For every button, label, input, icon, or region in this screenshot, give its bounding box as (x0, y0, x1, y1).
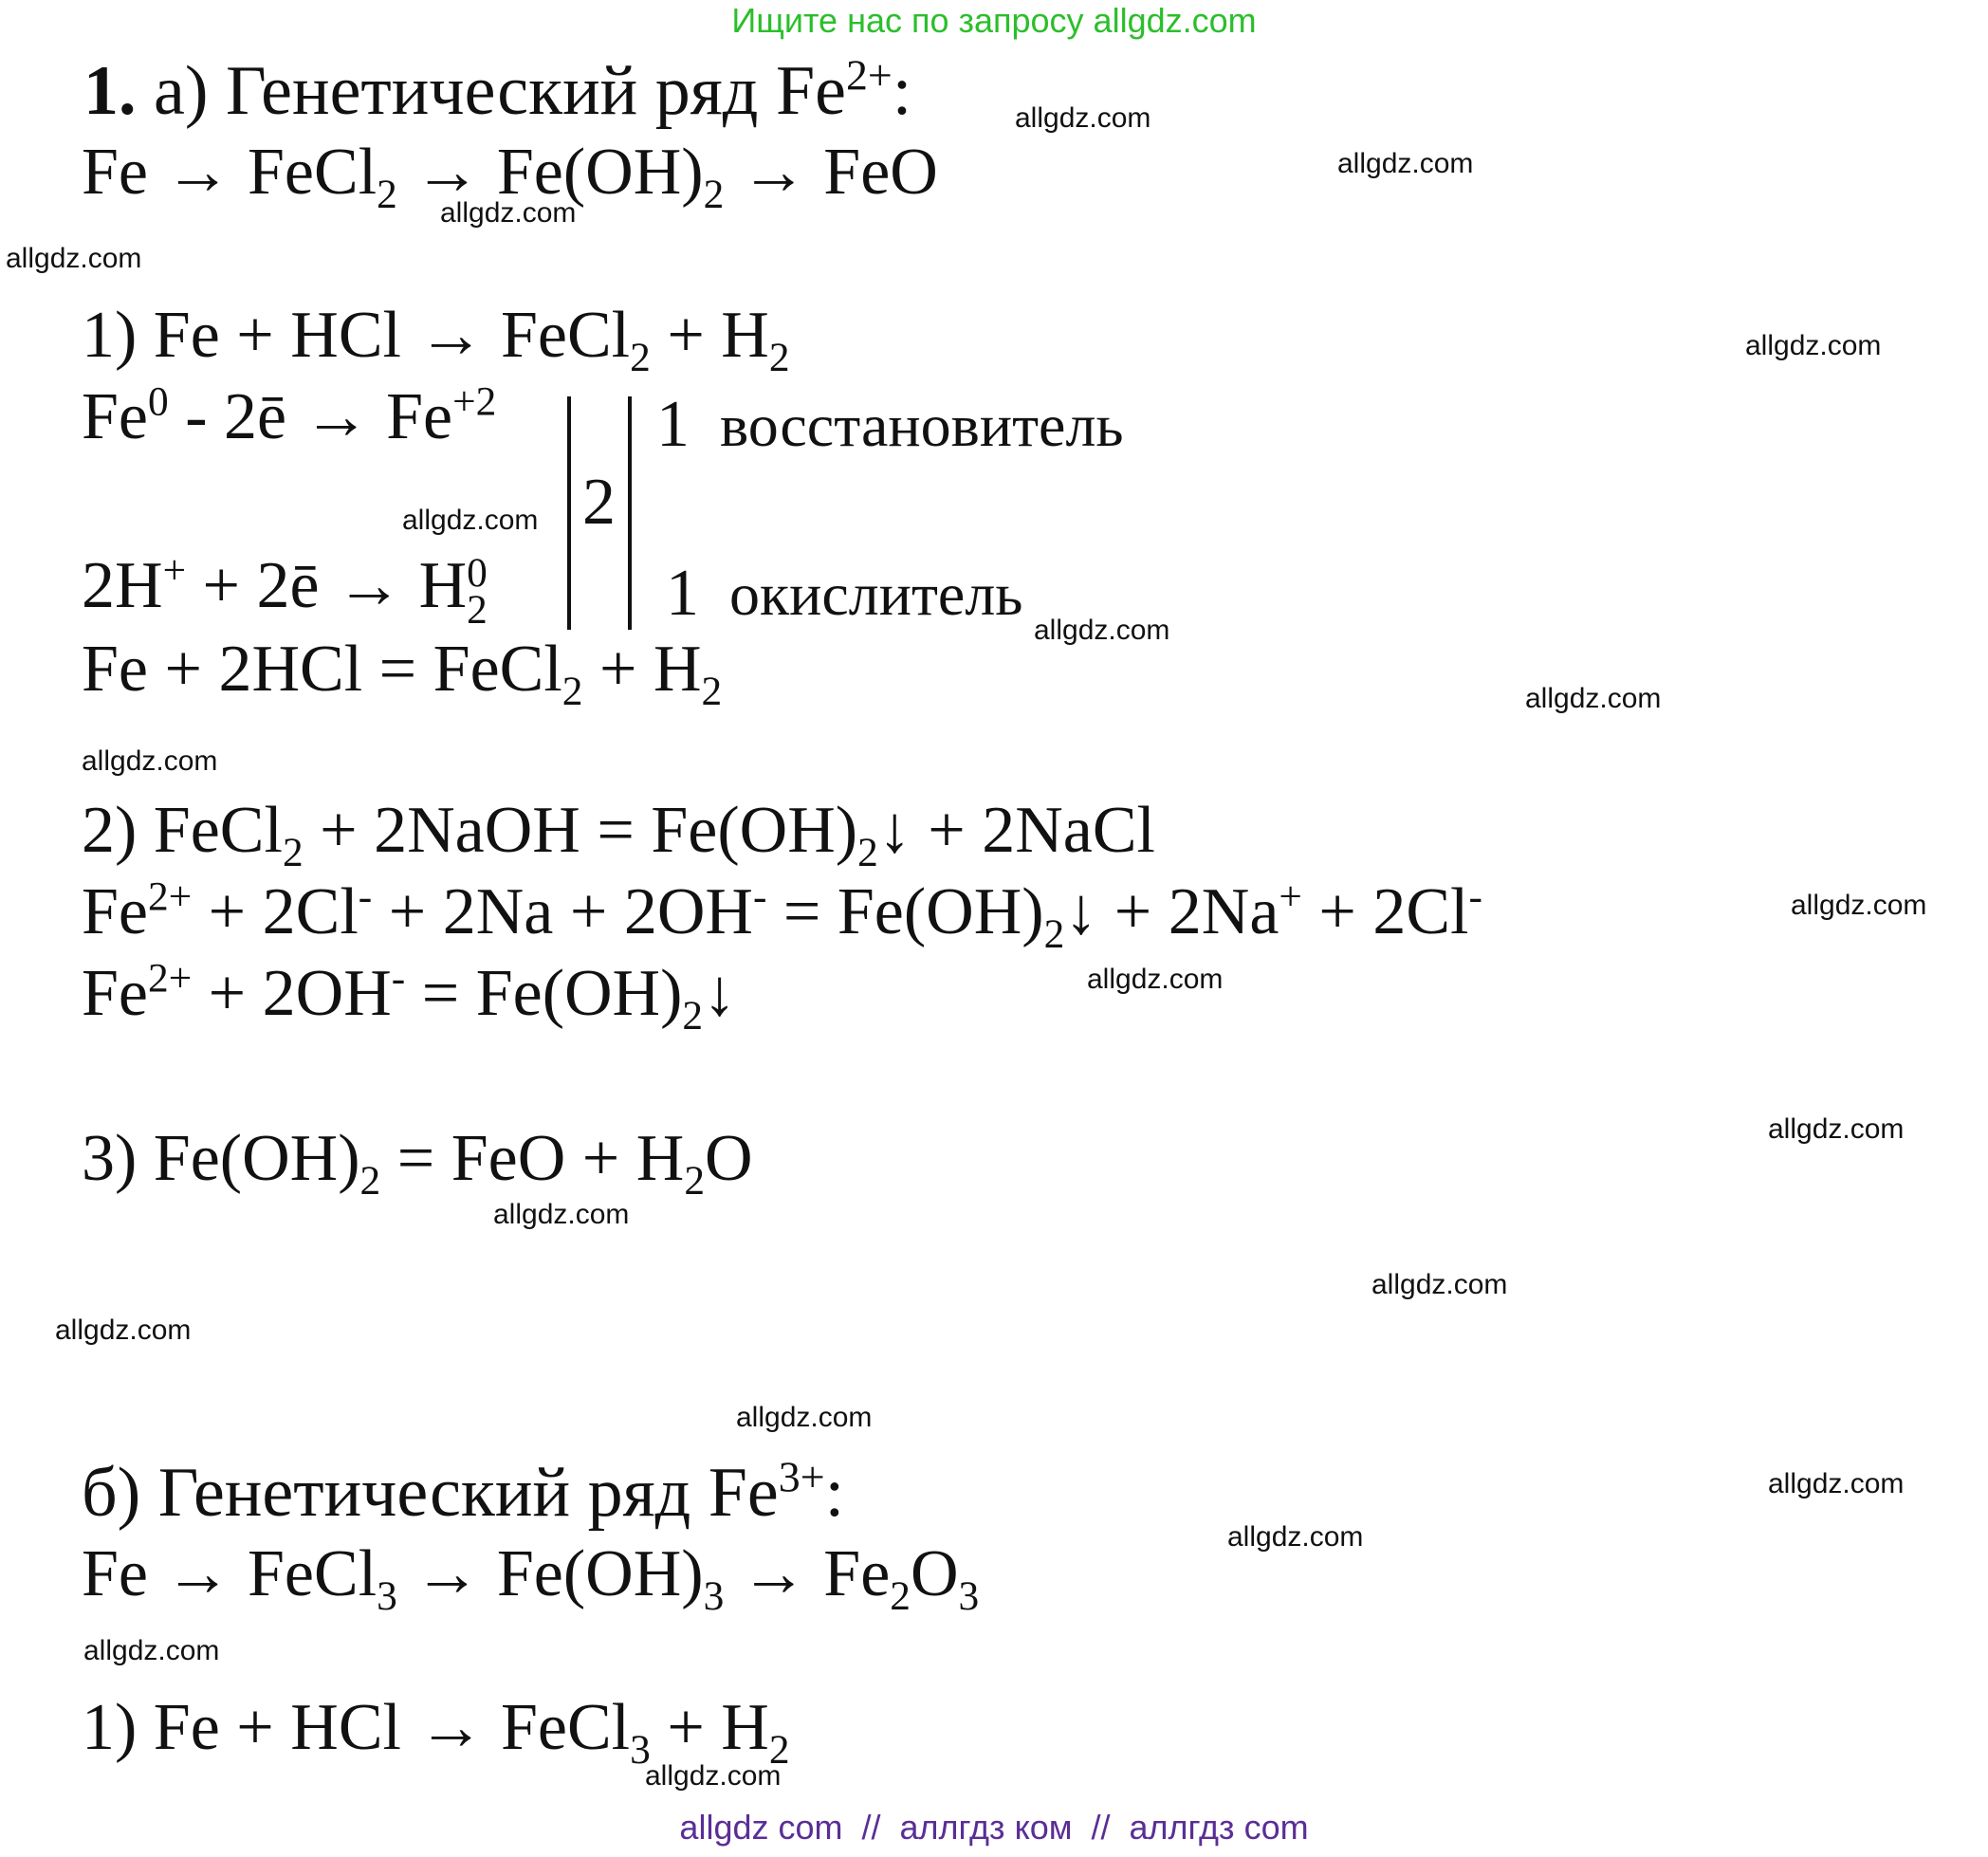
superscript: - (358, 873, 373, 920)
section-a-title: а) Генетический ряд Fe (154, 52, 846, 130)
role-oxidizer: окислитель (729, 561, 1023, 628)
series-item: Fe(OH) (496, 136, 704, 209)
subscript: 2 (684, 1158, 706, 1204)
watermark: allgdz.com (82, 745, 218, 777)
equation-part: = Fe(OH) (421, 957, 683, 1030)
equation-part: H (418, 549, 468, 622)
subscript: 3 (703, 1573, 725, 1619)
section-b-colon: : (824, 1454, 845, 1532)
arrow: → (740, 1537, 807, 1610)
subscript: 2 (701, 669, 723, 714)
subscript: 3 (630, 1727, 651, 1773)
superscript: +2 (452, 378, 497, 425)
equation-part: + 2Cl (208, 875, 359, 948)
section-a-heading (83, 50, 912, 130)
subscript: 2 (359, 1158, 381, 1204)
series-item: FeCl (248, 1537, 377, 1610)
equation-part: 1) Fe + HCl (82, 1691, 401, 1764)
equation-part: Fe (82, 957, 148, 1030)
section-a-colon: : (892, 52, 912, 130)
equation-part: Fe (82, 875, 148, 948)
a-step1-result (82, 632, 723, 714)
equation-part: ↓ + 2Na (1064, 875, 1279, 948)
superscript: 0 (467, 549, 488, 596)
superscript: 0 (148, 378, 169, 425)
section-b-series (82, 1536, 980, 1619)
a-step2-full-ionic (82, 873, 1482, 957)
balance-row-2 (666, 556, 1022, 632)
balance-row-1 (656, 387, 1124, 463)
arrow: → (740, 136, 807, 209)
subscript: 2 (630, 335, 651, 380)
watermark: allgdz.com (1015, 102, 1151, 134)
section-b-heading (82, 1452, 845, 1532)
equation-part: FeCl (500, 299, 631, 372)
equation-part: + H (667, 1691, 769, 1764)
equation-part: 3) Fe(OH) (82, 1122, 360, 1195)
arrow: → (417, 299, 485, 372)
series-item: Fe (82, 1537, 148, 1610)
arrow: → (336, 549, 403, 622)
watermark: allgdz.com (402, 505, 539, 536)
subscript: 2 (703, 172, 725, 217)
coefficient: 1 (666, 557, 699, 630)
footer: allgdz com // аллгдз ком // аллгдз com (679, 1808, 1309, 1847)
watermark: allgdz.com (645, 1760, 782, 1792)
superscript: 2+ (148, 873, 193, 920)
arrow: → (303, 380, 370, 453)
subscript: 2 (1043, 911, 1065, 957)
equation-part: 1) Fe + HCl (82, 299, 401, 372)
watermark: allgdz.com (1768, 1113, 1905, 1145)
watermark: allgdz.com (1227, 1521, 1364, 1553)
equation-part: Fe (386, 380, 453, 453)
a-step2-molecular (82, 793, 1156, 875)
subscript: 3 (958, 1573, 980, 1619)
watermark: allgdz.com (1768, 1468, 1905, 1499)
equation-part: = FeO + H (396, 1122, 685, 1195)
task-number: 1. (83, 52, 137, 130)
subscript: 2 (682, 993, 704, 1039)
superscript: - (1468, 873, 1482, 920)
section-b-title: б) Генетический ряд Fe (82, 1454, 779, 1532)
series-item: Fe (823, 1537, 891, 1610)
equation-part: + 2Cl (1318, 875, 1469, 948)
equation-part: + H (599, 633, 702, 706)
watermark: allgdz.com (83, 1635, 220, 1666)
arrow: → (417, 1691, 485, 1764)
a-step3-equation (82, 1121, 753, 1204)
series-item: Fe (82, 136, 148, 209)
watermark: allgdz.com (493, 1199, 630, 1230)
equation-part: ↓ (703, 957, 737, 1030)
superscript: + (1279, 873, 1302, 920)
a-step1-equation (82, 298, 790, 380)
balance-bar-left (567, 396, 571, 630)
superscript: + (162, 547, 187, 594)
subscript: 2 (768, 335, 790, 380)
subscript: 2 (467, 586, 488, 633)
watermark: allgdz.com (1337, 148, 1474, 179)
series-item: O (910, 1537, 959, 1610)
section-a-charge: 2+ (845, 50, 893, 100)
coefficient: 1 (656, 388, 690, 461)
watermark: allgdz.com (1745, 330, 1882, 361)
equation-part: 2) FeCl (82, 794, 283, 867)
subscript: 2 (857, 830, 878, 875)
watermark: allgdz.com (1371, 1269, 1508, 1300)
equation-part: + 2OH (208, 957, 392, 1030)
watermark: allgdz.com (440, 197, 577, 229)
equation-part: FeCl (500, 1691, 631, 1764)
equation-part: O (705, 1122, 753, 1195)
equation-part: + H (667, 299, 769, 372)
half-reaction-oxidation (82, 379, 496, 455)
section-b-charge: 3+ (778, 1452, 825, 1501)
equation-part: = Fe(OH) (782, 875, 1044, 948)
top-banner: Ищите нас по запросу allgdz.com (731, 1, 1257, 40)
arrow: → (164, 1537, 231, 1610)
subscript: 2 (768, 1727, 790, 1773)
subscript: 2 (282, 830, 304, 875)
watermark: allgdz.com (1087, 964, 1224, 995)
arrow: → (414, 1537, 481, 1610)
equation-part: + 2Na + 2OH (388, 875, 753, 948)
balance-lcm: 2 (582, 466, 616, 539)
watermark: allgdz.com (1791, 890, 1927, 921)
subscript: 2 (377, 172, 397, 217)
subscript: 2 (890, 1573, 911, 1619)
subscript: 3 (377, 1573, 397, 1619)
watermark: allgdz.com (1034, 615, 1170, 646)
equation-part: + 2NaOH = Fe(OH) (320, 794, 858, 867)
b-step1-equation (82, 1690, 790, 1773)
subscript: 2 (561, 669, 583, 714)
watermark: allgdz.com (736, 1402, 873, 1433)
half-reaction-reduction (82, 547, 488, 633)
equation-part: - 2ē (185, 380, 287, 453)
series-item: FeO (823, 136, 938, 209)
balance-bar-right (628, 396, 632, 630)
arrow: → (414, 136, 481, 209)
equation-part: ↓ + 2NaCl (877, 794, 1156, 867)
equation-part: Fe (82, 380, 148, 453)
a-step2-short-ionic (82, 955, 737, 1039)
watermark: allgdz.com (6, 243, 142, 274)
superscript: - (752, 873, 767, 920)
equation-part: 2H (82, 549, 163, 622)
superscript: - (391, 955, 406, 1002)
role-reducer: восстановитель (720, 392, 1124, 459)
equation-part: + 2ē (202, 549, 320, 622)
series-item: FeCl (248, 136, 377, 209)
arrow: → (164, 136, 231, 209)
watermark: allgdz.com (55, 1315, 192, 1346)
superscript: 2+ (148, 955, 193, 1002)
charge-stack (467, 549, 488, 633)
series-item: Fe(OH) (496, 1537, 704, 1610)
equation-part: Fe + 2HCl = FeCl (82, 633, 562, 706)
watermark: allgdz.com (1525, 683, 1662, 714)
